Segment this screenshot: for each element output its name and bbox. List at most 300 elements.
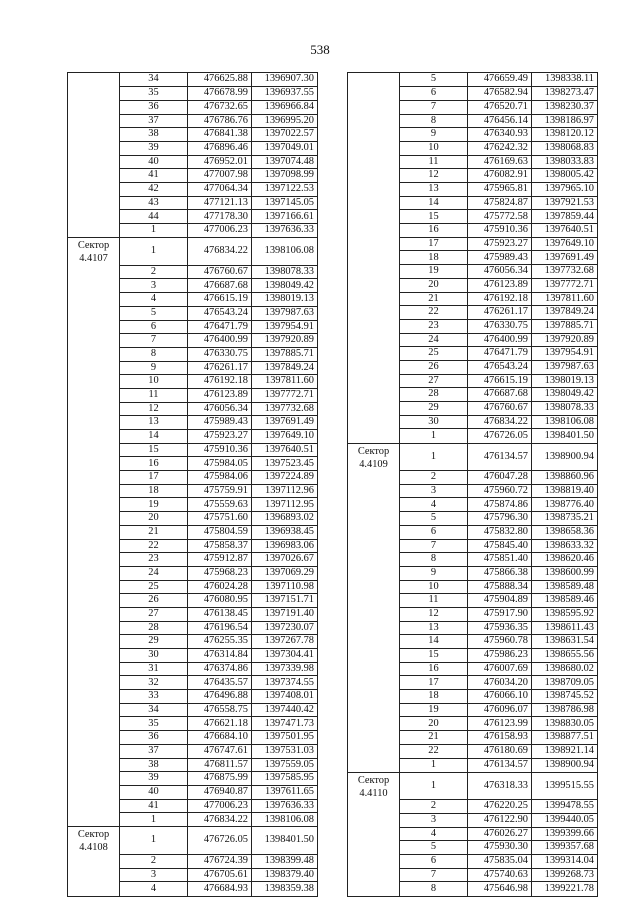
sector-cell xyxy=(68,293,120,307)
sector-cell xyxy=(68,512,120,526)
sector-cell xyxy=(68,882,120,896)
table-row xyxy=(68,210,318,224)
point-number: 16 xyxy=(400,662,468,676)
point-number: 35 xyxy=(120,87,188,101)
coord-y: 1397811.60 xyxy=(252,375,318,389)
coord-y: 1398830.05 xyxy=(532,717,598,731)
coord-x: 476123.89 xyxy=(468,278,532,292)
sector-cell xyxy=(348,251,400,265)
coord-y: 1397110.98 xyxy=(252,580,318,594)
coord-x: 476875.99 xyxy=(188,772,252,786)
sector-cell xyxy=(348,580,400,594)
point-number: 4 xyxy=(120,293,188,307)
table-row xyxy=(68,703,318,717)
coord-x: 476318.33 xyxy=(468,772,532,800)
table-row xyxy=(348,319,598,333)
point-number: 15 xyxy=(400,649,468,663)
table-row xyxy=(348,73,598,87)
sector-cell xyxy=(348,868,400,882)
coord-x: 475740.63 xyxy=(468,868,532,882)
point-number: 44 xyxy=(120,210,188,224)
coord-x: 476471.79 xyxy=(468,347,532,361)
coord-x: 476400.99 xyxy=(468,333,532,347)
table-row xyxy=(348,265,598,279)
coord-y: 1398877.51 xyxy=(532,731,598,745)
sector-cell xyxy=(68,621,120,635)
table-row xyxy=(348,155,598,169)
point-number: 26 xyxy=(120,594,188,608)
table-row xyxy=(68,744,318,758)
sector-cell xyxy=(68,155,120,169)
sector-cell xyxy=(68,210,120,224)
coord-x: 475965.81 xyxy=(468,183,532,197)
sector-cell xyxy=(348,333,400,347)
table-row xyxy=(348,306,598,320)
coord-x: 476558.75 xyxy=(188,703,252,717)
sector-cell xyxy=(68,87,120,101)
coord-x: 475772.58 xyxy=(468,210,532,224)
coord-x: 476122.90 xyxy=(468,813,532,827)
table-row xyxy=(348,744,598,758)
point-number: 12 xyxy=(400,169,468,183)
coord-x: 476034.20 xyxy=(468,676,532,690)
sector-cell xyxy=(348,484,400,498)
table-row xyxy=(68,621,318,635)
point-number: 13 xyxy=(400,621,468,635)
point-number: 11 xyxy=(400,594,468,608)
coord-x: 475960.78 xyxy=(468,635,532,649)
coord-x: 476520.71 xyxy=(468,100,532,114)
sector-cell xyxy=(348,224,400,238)
sector-cell xyxy=(68,690,120,704)
point-number: 8 xyxy=(400,553,468,567)
point-number: 8 xyxy=(400,882,468,896)
table-row xyxy=(348,498,598,512)
point-number: 40 xyxy=(120,155,188,169)
sector-cell xyxy=(68,141,120,155)
coord-y: 1397649.10 xyxy=(532,237,598,251)
sector-cell xyxy=(348,649,400,663)
coord-y: 1397732.68 xyxy=(252,402,318,416)
coord-y: 1398273.47 xyxy=(532,87,598,101)
sector-cell xyxy=(348,621,400,635)
coord-y: 1398049.42 xyxy=(532,388,598,402)
point-number: 35 xyxy=(120,717,188,731)
coord-y: 1398900.94 xyxy=(532,443,598,471)
sector-cell xyxy=(68,731,120,745)
table-row xyxy=(68,100,318,114)
table-row xyxy=(68,525,318,539)
point-number: 2 xyxy=(400,471,468,485)
sector-cell xyxy=(348,292,400,306)
coord-x: 475936.35 xyxy=(468,621,532,635)
coord-x: 476687.68 xyxy=(188,279,252,293)
coord-x: 477006.23 xyxy=(188,799,252,813)
coord-y: 1397339.98 xyxy=(252,662,318,676)
table-row xyxy=(348,731,598,745)
table-row xyxy=(348,580,598,594)
table-row xyxy=(68,635,318,649)
point-number: 39 xyxy=(120,141,188,155)
point-number: 6 xyxy=(120,320,188,334)
sector-cell xyxy=(348,703,400,717)
coord-x: 476684.93 xyxy=(188,882,252,896)
coord-y: 1397145.05 xyxy=(252,196,318,210)
coord-x: 475904.89 xyxy=(468,594,532,608)
table-row xyxy=(348,566,598,580)
coord-y: 1397224.89 xyxy=(252,471,318,485)
coord-y: 1398589.46 xyxy=(532,594,598,608)
point-number: 1 xyxy=(400,772,468,800)
point-number: 22 xyxy=(400,744,468,758)
coord-y: 1397954.91 xyxy=(532,347,598,361)
table-row xyxy=(68,539,318,553)
coord-y: 1397987.63 xyxy=(252,306,318,320)
point-number: 9 xyxy=(120,361,188,375)
coord-x: 475917.90 xyxy=(468,607,532,621)
table-row xyxy=(348,388,598,402)
coord-y: 1397640.51 xyxy=(532,224,598,238)
coord-y: 1399440.05 xyxy=(532,813,598,827)
point-number: 4 xyxy=(400,827,468,841)
point-number: 6 xyxy=(400,87,468,101)
table-row xyxy=(68,785,318,799)
point-number: 3 xyxy=(400,484,468,498)
table-row xyxy=(68,375,318,389)
coord-x: 475989.43 xyxy=(468,251,532,265)
point-number: 34 xyxy=(120,703,188,717)
coord-x: 476134.57 xyxy=(468,443,532,471)
coord-x: 477121.13 xyxy=(188,196,252,210)
coord-x: 477064.34 xyxy=(188,183,252,197)
coord-y: 1398399.48 xyxy=(252,854,318,868)
coord-y: 1398186.97 xyxy=(532,114,598,128)
coord-y: 1397885.71 xyxy=(252,347,318,361)
table-row xyxy=(348,224,598,238)
coord-x: 476261.17 xyxy=(468,306,532,320)
coord-x: 475923.27 xyxy=(468,237,532,251)
point-number: 2 xyxy=(400,800,468,814)
sector-cell xyxy=(348,141,400,155)
coord-y: 1398611.43 xyxy=(532,621,598,635)
coord-y: 1397772.71 xyxy=(532,278,598,292)
table-row xyxy=(348,800,598,814)
coord-y: 1397987.63 xyxy=(532,360,598,374)
point-number: 34 xyxy=(120,73,188,87)
table-row xyxy=(348,635,598,649)
table-row xyxy=(348,662,598,676)
table-row xyxy=(348,772,598,800)
coord-y: 1397920.89 xyxy=(532,333,598,347)
coord-x: 476261.17 xyxy=(188,361,252,375)
coord-x: 475912.87 xyxy=(188,553,252,567)
coord-x: 476760.67 xyxy=(468,402,532,416)
point-number: 22 xyxy=(400,306,468,320)
table-row xyxy=(68,717,318,731)
coord-x: 475866.38 xyxy=(468,566,532,580)
coord-y: 1397098.99 xyxy=(252,169,318,183)
point-number: 10 xyxy=(120,375,188,389)
point-number: 21 xyxy=(400,731,468,745)
table-row xyxy=(68,484,318,498)
point-number: 39 xyxy=(120,772,188,786)
table-row xyxy=(348,594,598,608)
table-row xyxy=(68,293,318,307)
point-number: 21 xyxy=(400,292,468,306)
sector-cell xyxy=(68,635,120,649)
table-row xyxy=(348,141,598,155)
table-row xyxy=(68,265,318,279)
coord-x: 476687.68 xyxy=(468,388,532,402)
coord-x: 476726.05 xyxy=(468,429,532,443)
coord-x: 476684.10 xyxy=(188,731,252,745)
coord-y: 1397531.03 xyxy=(252,744,318,758)
coord-x: 476726.05 xyxy=(188,827,252,855)
coord-y: 1398106.08 xyxy=(252,238,318,266)
coord-y: 1398019.13 xyxy=(252,293,318,307)
table-row xyxy=(348,100,598,114)
coord-x: 475989.43 xyxy=(188,416,252,430)
coord-y: 1399314.04 xyxy=(532,854,598,868)
coord-x: 476834.22 xyxy=(188,813,252,827)
table-row xyxy=(68,87,318,101)
sector-cell xyxy=(348,155,400,169)
coord-x: 476834.22 xyxy=(188,238,252,266)
point-number: 4 xyxy=(400,498,468,512)
table-row xyxy=(348,827,598,841)
table-row xyxy=(68,553,318,567)
sector-cell xyxy=(68,375,120,389)
point-number: 41 xyxy=(120,799,188,813)
point-number: 10 xyxy=(400,141,468,155)
sector-cell xyxy=(68,484,120,498)
coord-x: 475759.91 xyxy=(188,484,252,498)
table-row xyxy=(348,841,598,855)
coord-y: 1399268.73 xyxy=(532,868,598,882)
coord-y: 1397585.95 xyxy=(252,772,318,786)
coord-x: 476080.95 xyxy=(188,594,252,608)
coord-y: 1397732.68 xyxy=(532,265,598,279)
coord-y: 1397849.24 xyxy=(532,306,598,320)
sector-cell xyxy=(68,471,120,485)
sector-cell xyxy=(348,525,400,539)
sector-cell xyxy=(68,100,120,114)
coord-y: 1397026.67 xyxy=(252,553,318,567)
table-row xyxy=(348,183,598,197)
coord-y: 1398359.38 xyxy=(252,882,318,896)
coord-x: 476180.69 xyxy=(468,744,532,758)
point-number: 15 xyxy=(120,443,188,457)
coord-y: 1398921.14 xyxy=(532,744,598,758)
sector-cell xyxy=(348,388,400,402)
coord-y: 1398005.42 xyxy=(532,169,598,183)
coord-x: 476841.38 xyxy=(188,128,252,142)
coord-y: 1398068.83 xyxy=(532,141,598,155)
sector-cell xyxy=(348,758,400,772)
point-number: 38 xyxy=(120,758,188,772)
coord-x: 476786.76 xyxy=(188,114,252,128)
point-number: 12 xyxy=(120,402,188,416)
coord-x: 475984.06 xyxy=(188,471,252,485)
table-row xyxy=(348,512,598,526)
sector-cell xyxy=(68,183,120,197)
point-number: 31 xyxy=(120,662,188,676)
sector-cell xyxy=(348,429,400,443)
coord-x: 475851.40 xyxy=(468,553,532,567)
table-row xyxy=(68,457,318,471)
coord-y: 1397885.71 xyxy=(532,319,598,333)
table-row xyxy=(348,333,598,347)
point-number: 29 xyxy=(120,635,188,649)
coord-x: 475751.60 xyxy=(188,512,252,526)
table-row xyxy=(68,183,318,197)
table-row xyxy=(68,813,318,827)
point-number: 32 xyxy=(120,676,188,690)
coord-y: 1396966.84 xyxy=(252,100,318,114)
point-number: 12 xyxy=(400,607,468,621)
coord-x: 476096.07 xyxy=(468,703,532,717)
coord-x: 476659.49 xyxy=(468,73,532,87)
table-row xyxy=(348,114,598,128)
sector-cell xyxy=(68,361,120,375)
table-row xyxy=(348,471,598,485)
coord-x: 475968.23 xyxy=(188,566,252,580)
coord-x: 476811.57 xyxy=(188,758,252,772)
table-row xyxy=(68,594,318,608)
table-row xyxy=(68,224,318,238)
coord-y: 1396893.02 xyxy=(252,512,318,526)
point-number: 6 xyxy=(400,854,468,868)
sector-cell xyxy=(348,800,400,814)
sector-cell xyxy=(348,415,400,429)
coord-y: 1396983.06 xyxy=(252,539,318,553)
sector-cell xyxy=(348,539,400,553)
coord-x: 475858.37 xyxy=(188,539,252,553)
coord-x: 475923.27 xyxy=(188,430,252,444)
sector-cell xyxy=(348,512,400,526)
sector-cell xyxy=(348,731,400,745)
table-row xyxy=(348,196,598,210)
table-row xyxy=(68,347,318,361)
point-number: 11 xyxy=(120,388,188,402)
point-number: 13 xyxy=(400,183,468,197)
coord-y: 1397859.44 xyxy=(532,210,598,224)
point-number: 8 xyxy=(120,347,188,361)
coord-y: 1397501.95 xyxy=(252,731,318,745)
point-number: 29 xyxy=(400,402,468,416)
coord-y: 1398401.50 xyxy=(252,827,318,855)
coord-x: 476138.45 xyxy=(188,607,252,621)
point-number: 8 xyxy=(400,114,468,128)
coord-x: 475874.86 xyxy=(468,498,532,512)
sector-cell xyxy=(68,416,120,430)
sector-cell xyxy=(68,498,120,512)
sector-cell xyxy=(348,114,400,128)
sector-cell xyxy=(68,73,120,87)
table-row xyxy=(68,512,318,526)
coord-y: 1397772.71 xyxy=(252,388,318,402)
sector-cell xyxy=(348,882,400,896)
sector-cell xyxy=(68,402,120,416)
point-number: 28 xyxy=(400,388,468,402)
sector-cell xyxy=(348,854,400,868)
sector-cell xyxy=(348,498,400,512)
coord-x: 475910.36 xyxy=(188,443,252,457)
point-number: 1 xyxy=(120,827,188,855)
coord-y: 1396937.55 xyxy=(252,87,318,101)
coord-x: 476066.10 xyxy=(468,690,532,704)
sector-cell xyxy=(68,594,120,608)
table-row xyxy=(68,196,318,210)
point-number: 16 xyxy=(400,224,468,238)
sector-cell xyxy=(348,374,400,388)
coord-x: 476678.99 xyxy=(188,87,252,101)
sector-cell xyxy=(348,183,400,197)
table-row xyxy=(68,238,318,266)
coord-y: 1399478.55 xyxy=(532,800,598,814)
sector-cell xyxy=(68,649,120,663)
sector-cell xyxy=(68,265,120,279)
coord-x: 476834.22 xyxy=(468,415,532,429)
table-row xyxy=(348,374,598,388)
sector-cell xyxy=(68,525,120,539)
point-number: 21 xyxy=(120,525,188,539)
table-row xyxy=(348,539,598,553)
sector-cell xyxy=(348,402,400,416)
sector-cell xyxy=(348,265,400,279)
point-number: 5 xyxy=(400,512,468,526)
coord-x: 475559.63 xyxy=(188,498,252,512)
coord-x: 476123.99 xyxy=(468,717,532,731)
sector-cell xyxy=(68,813,120,827)
coord-x: 476340.93 xyxy=(468,128,532,142)
coord-y: 1398033.83 xyxy=(532,155,598,169)
table-row xyxy=(68,402,318,416)
table-row xyxy=(68,471,318,485)
coord-y: 1399515.55 xyxy=(532,772,598,800)
coord-x: 475960.72 xyxy=(468,484,532,498)
sector-cell xyxy=(68,443,120,457)
sector-label: Сектор 4.4110 xyxy=(348,772,400,800)
coord-y: 1398106.08 xyxy=(532,415,598,429)
point-number: 1 xyxy=(120,238,188,266)
coord-y: 1398860.96 xyxy=(532,471,598,485)
point-number: 10 xyxy=(400,580,468,594)
coord-y: 1398595.92 xyxy=(532,607,598,621)
point-number: 11 xyxy=(400,155,468,169)
coord-y: 1398709.05 xyxy=(532,676,598,690)
table-row xyxy=(348,237,598,251)
sector-cell xyxy=(68,388,120,402)
table-row xyxy=(68,772,318,786)
coord-y: 1397471.73 xyxy=(252,717,318,731)
sector-cell xyxy=(68,703,120,717)
table-row xyxy=(68,868,318,882)
sector-cell xyxy=(68,196,120,210)
coord-y: 1397230.07 xyxy=(252,621,318,635)
point-number: 27 xyxy=(120,607,188,621)
point-number: 5 xyxy=(400,841,468,855)
point-number: 5 xyxy=(120,306,188,320)
coord-x: 475910.36 xyxy=(468,224,532,238)
sector-cell xyxy=(348,594,400,608)
sector-cell xyxy=(68,566,120,580)
sector-cell xyxy=(348,553,400,567)
point-number: 7 xyxy=(120,334,188,348)
point-number: 33 xyxy=(120,690,188,704)
sector-cell xyxy=(68,306,120,320)
coord-y: 1398735.21 xyxy=(532,512,598,526)
